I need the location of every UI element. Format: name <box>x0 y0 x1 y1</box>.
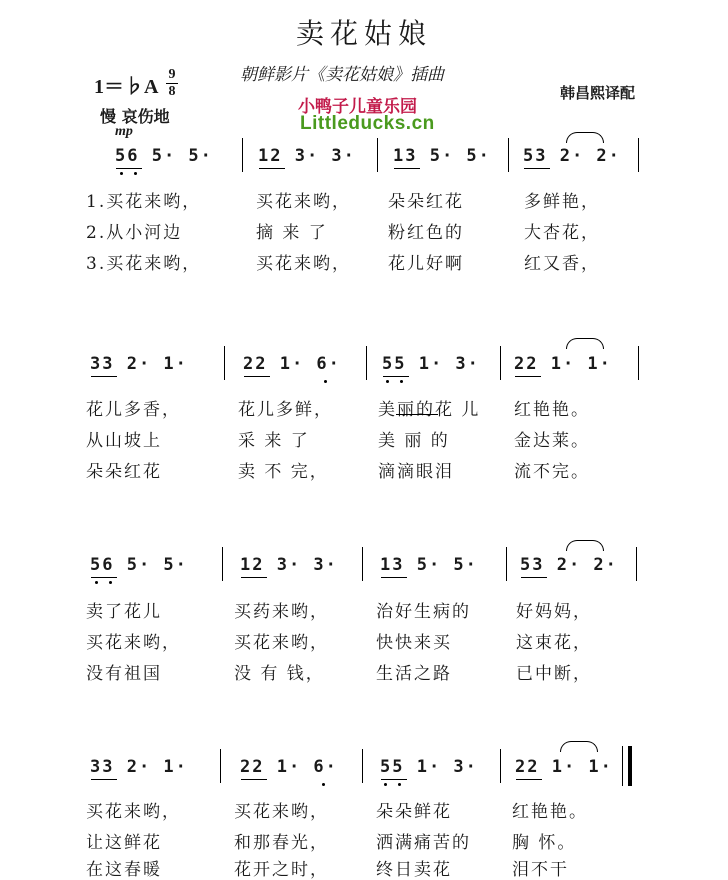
barline <box>362 547 363 581</box>
measure: 53 2· 2· <box>520 555 618 575</box>
time-signature-bottom: 8 <box>168 84 176 99</box>
lyric-verse-2: 买花来哟， 买花来哟， 快快来买 这束花， <box>86 633 592 653</box>
measure: 55 1· 3· <box>380 757 478 777</box>
beam-underline <box>244 376 270 377</box>
beam-underline <box>91 577 117 578</box>
barline <box>222 547 223 581</box>
barline <box>362 749 363 783</box>
beam-underline <box>241 779 267 780</box>
lyric-verse-3: 没有祖国 没 有 钱， 生活之路 已中断， <box>86 664 592 684</box>
beam-underline <box>383 376 409 377</box>
octave-dot <box>109 581 112 584</box>
measure: 33 2· 1· <box>90 354 188 374</box>
lyric-verse-3: 3.买花来哟， 买花来哟， 花儿好啊 红又香， <box>86 254 600 274</box>
lyric-verse-1: 花儿多香， 花儿多鲜， 美丽的花 儿 红艳艳。 <box>86 400 590 420</box>
barline <box>636 547 637 581</box>
octave-dot <box>134 172 137 175</box>
beam-underline <box>516 779 542 780</box>
measure: 22 1· 6· <box>240 757 338 777</box>
tempo-marking: 慢 哀伤地 <box>100 107 170 126</box>
watermark-logo-url: Littleducks.cn <box>300 113 435 134</box>
barline <box>500 346 501 380</box>
octave-dot <box>400 380 403 383</box>
measure: 22 1· 6· <box>243 354 341 374</box>
barline <box>506 547 507 581</box>
beam-underline <box>515 376 541 377</box>
octave-dot <box>398 783 401 786</box>
measure: 12 3· 3· <box>258 146 356 166</box>
measure: 13 5· 5· <box>393 146 491 166</box>
barline <box>224 346 225 380</box>
lyric-verse-2: 让这鲜花 和那春光， 洒满痛苦的 胸 怀。 <box>86 833 577 853</box>
octave-dot <box>386 380 389 383</box>
measure: 13 5· 5· <box>380 555 478 575</box>
time-signature-top: 9 <box>168 67 176 82</box>
lyric-verse-1: 卖了花儿 买药来哟， 治好生病的 好妈妈， <box>86 602 592 622</box>
watermark-logo-cn: 小鸭子儿童乐园 <box>298 97 417 117</box>
barline <box>242 138 243 172</box>
barline <box>508 138 509 172</box>
beam-underline <box>381 779 407 780</box>
beam-underline <box>241 577 267 578</box>
beam-underline <box>521 577 547 578</box>
tie-arc <box>560 741 598 752</box>
barline <box>220 749 221 783</box>
final-barline-thick <box>628 746 632 786</box>
octave-dot <box>95 581 98 584</box>
octave-dot <box>384 783 387 786</box>
song-subtitle: 朝鲜影片《卖花姑娘》插曲 <box>240 65 444 85</box>
lyric-verse-1: 买花来哟， 买花来哟， 朵朵鲜花 红艳艳。 <box>86 802 588 822</box>
measure: 56 5· 5· <box>115 146 213 166</box>
beam-underline <box>116 168 142 169</box>
beam-underline <box>259 168 285 169</box>
lyric-verse-3: 朵朵红花 卖 不 完， 滴滴眼泪 流不完。 <box>86 462 590 482</box>
barline <box>638 346 639 380</box>
song-title: 卖花姑娘 <box>295 17 432 50</box>
lyric-verse-3: 在这春暖 花开之时， 终日卖花 泪不干 <box>86 860 569 880</box>
beam-underline <box>524 168 550 169</box>
barline <box>377 138 378 172</box>
dynamic-marking: mp <box>115 124 133 139</box>
octave-dot <box>322 783 325 786</box>
barline <box>366 346 367 380</box>
key-signature: 1＝♭A <box>94 76 159 98</box>
lyric-verse-2: 从山坡上 采 来 了 美 丽 的 金达莱。 <box>86 431 590 451</box>
measure: 55 1· 3· <box>382 354 480 374</box>
arranger-credit: 韩昌熙译配 <box>560 84 636 102</box>
final-barline-thin <box>622 746 623 786</box>
octave-dot <box>120 172 123 175</box>
tie-arc <box>566 540 604 551</box>
measure: 12 3· 3· <box>240 555 338 575</box>
measure: 33 2· 1· <box>90 757 188 777</box>
measure: 53 2· 2· <box>523 146 621 166</box>
measure: 22 1· 1· <box>515 757 613 777</box>
lyric-verse-2: 2.从小河边 摘 来 了 粉红色的 大杏花， <box>86 223 600 243</box>
beam-underline <box>91 779 117 780</box>
measure: 22 1· 1· <box>514 354 612 374</box>
beam-underline <box>91 376 117 377</box>
barline <box>500 749 501 783</box>
barline <box>638 138 639 172</box>
tie-arc <box>566 338 604 349</box>
beam-underline <box>381 577 407 578</box>
lyric-verse-1: 1.买花来哟， 买花来哟， 朵朵红花 多鲜艳， <box>86 192 600 212</box>
octave-dot <box>324 380 327 383</box>
beam-underline <box>394 168 420 169</box>
measure: 56 5· 5· <box>90 555 188 575</box>
time-signature <box>166 68 178 99</box>
tie-arc <box>566 132 604 143</box>
slur-underline <box>396 414 438 415</box>
